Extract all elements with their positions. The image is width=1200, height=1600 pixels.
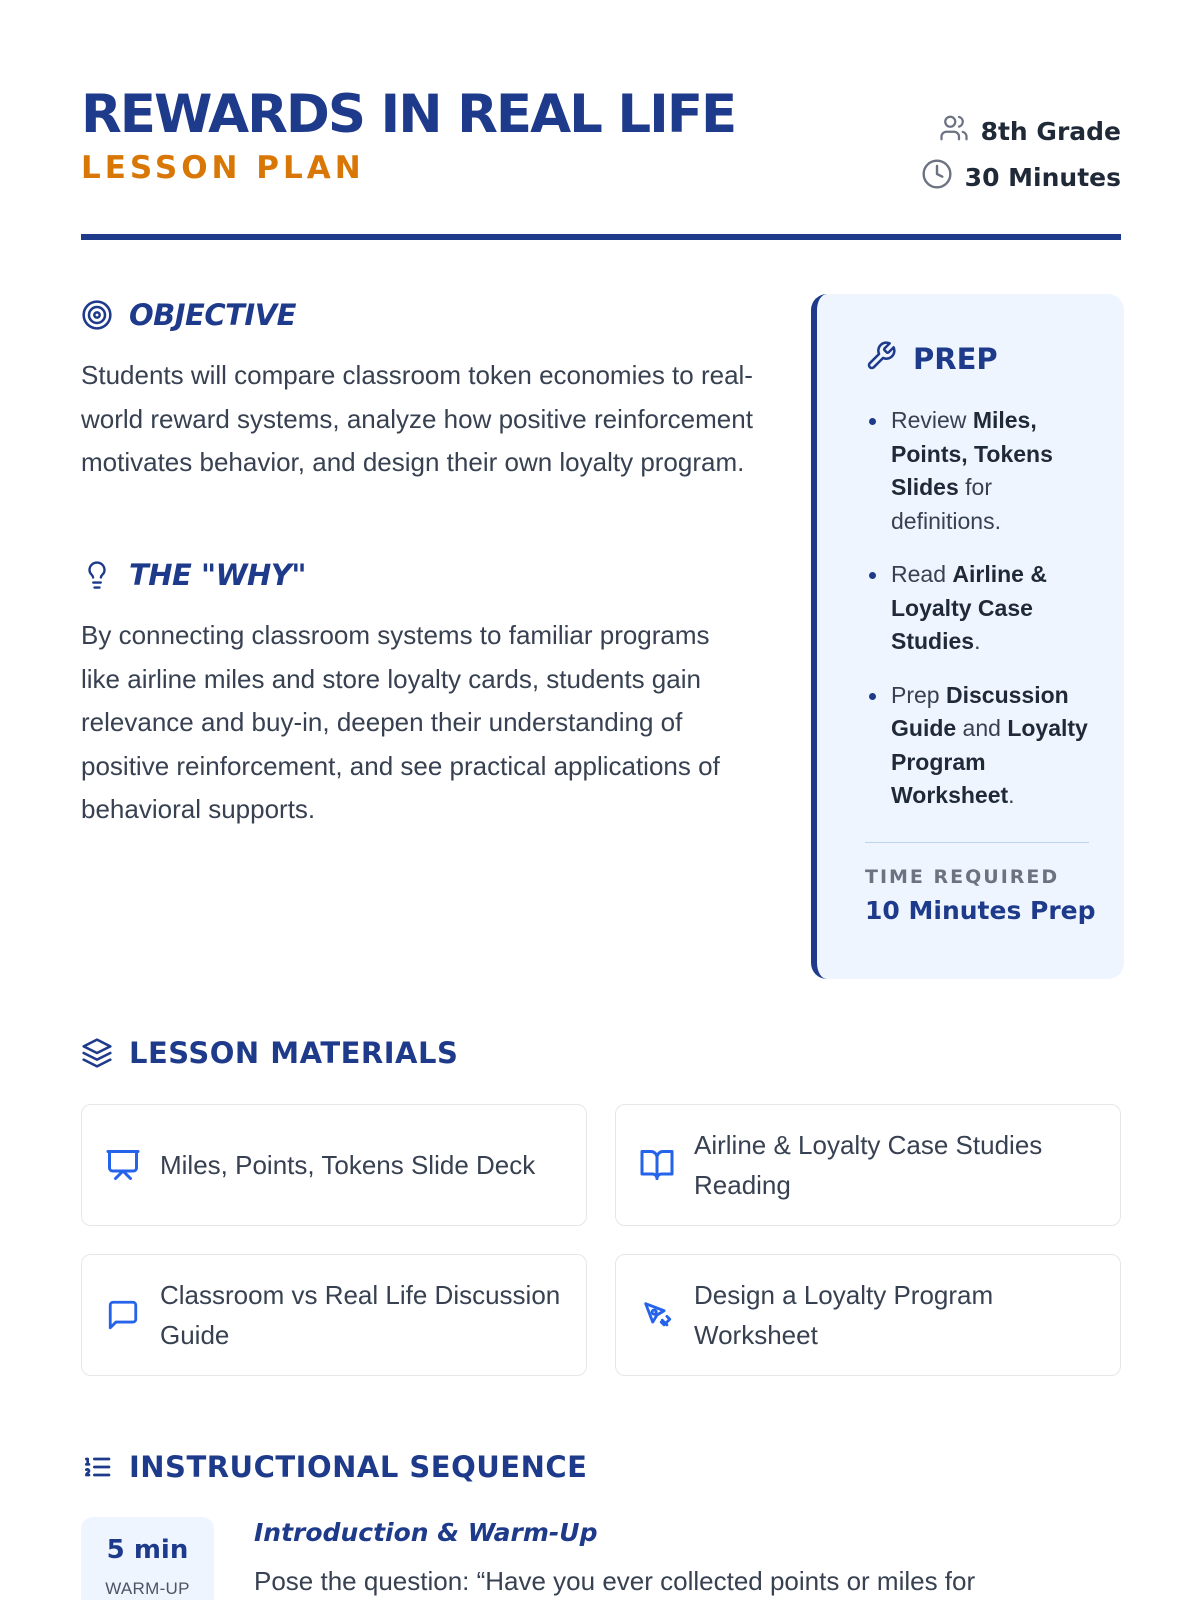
sequence-title: INSTRUCTIONAL SEQUENCE <box>129 1450 588 1484</box>
users-icon <box>939 113 981 149</box>
lightbulb-icon <box>81 559 113 591</box>
sequence-heading <box>81 1450 587 1484</box>
step-duration: 5 min <box>106 1535 189 1565</box>
objective-heading <box>81 298 296 332</box>
lesson-meta <box>921 108 1121 200</box>
step-duration-badge <box>81 1517 214 1600</box>
pen-tool-icon <box>638 1298 676 1332</box>
header-divider <box>81 234 1121 240</box>
prep-panel <box>811 294 1124 979</box>
material-label: Classroom vs Real Life Discussion Guide <box>160 1280 561 1350</box>
material-card-case-studies[interactable] <box>615 1104 1121 1226</box>
prep-item: Prep Discussion Guide and Loyalty Program Worksheet. <box>865 679 1095 813</box>
materials-heading <box>81 1036 458 1070</box>
material-label: Design a Loyalty Program Worksheet <box>694 1280 994 1350</box>
lesson-header <box>81 82 1121 242</box>
book-icon <box>638 1147 676 1183</box>
time-required-label: TIME REQUIRED <box>865 866 1060 888</box>
presentation-icon <box>104 1147 142 1183</box>
prep-heading <box>865 340 998 377</box>
material-card-slide-deck[interactable] <box>81 1104 587 1226</box>
objective-title: OBJECTIVE <box>129 298 296 332</box>
why-text: By connecting classroom systems to familiar programs like airline miles and store loyalty cards, students gain relevance and buy-in, deepen their understanding of positive reinforcement, and see practical applications of behavioral supports. <box>81 620 720 824</box>
objective-text: Students will compare classroom token economies to real-world reward systems, analyze how positive reinforcement motivates behavior, and design their own loyalty program. <box>81 360 753 477</box>
clock-icon <box>921 158 965 196</box>
step-description: Pose the question: “Have you ever collected points or miles for <box>254 1566 976 1596</box>
duration-info <box>921 154 1121 200</box>
time-required-value: 10 Minutes Prep <box>865 896 1096 925</box>
list-ordered-icon <box>81 1451 113 1483</box>
target-icon <box>81 299 113 331</box>
layers-icon <box>81 1037 113 1069</box>
prep-list <box>865 404 1095 833</box>
material-card-worksheet[interactable] <box>615 1254 1121 1376</box>
chat-icon <box>104 1298 142 1332</box>
grade-label: 8th Grade <box>980 116 1121 146</box>
duration-label: 30 Minutes <box>964 162 1121 192</box>
prep-divider <box>865 842 1089 843</box>
material-label: Miles, Points, Tokens Slide Deck <box>160 1150 536 1180</box>
why-title: THE "WHY" <box>129 558 306 592</box>
step-label: WARM-UP <box>105 1579 190 1598</box>
material-label: Airline & Loyalty Case Studies Reading <box>694 1130 1043 1200</box>
prep-item: Review Miles, Points, Tokens Slides for definitions. <box>865 404 1095 538</box>
wrench-icon <box>865 340 897 377</box>
material-card-discussion-guide[interactable] <box>81 1254 587 1376</box>
why-heading <box>81 558 306 592</box>
prep-title: PREP <box>913 341 998 376</box>
page-title: REWARDS IN REAL LIFE <box>81 84 736 145</box>
prep-item: Read Airline & Loyalty Case Studies. <box>865 558 1095 659</box>
page-subtitle: LESSON PLAN <box>81 150 365 186</box>
grade-info <box>921 108 1121 154</box>
step-title: Introduction & Warm-Up <box>254 1518 598 1547</box>
materials-title: LESSON MATERIALS <box>129 1036 459 1070</box>
